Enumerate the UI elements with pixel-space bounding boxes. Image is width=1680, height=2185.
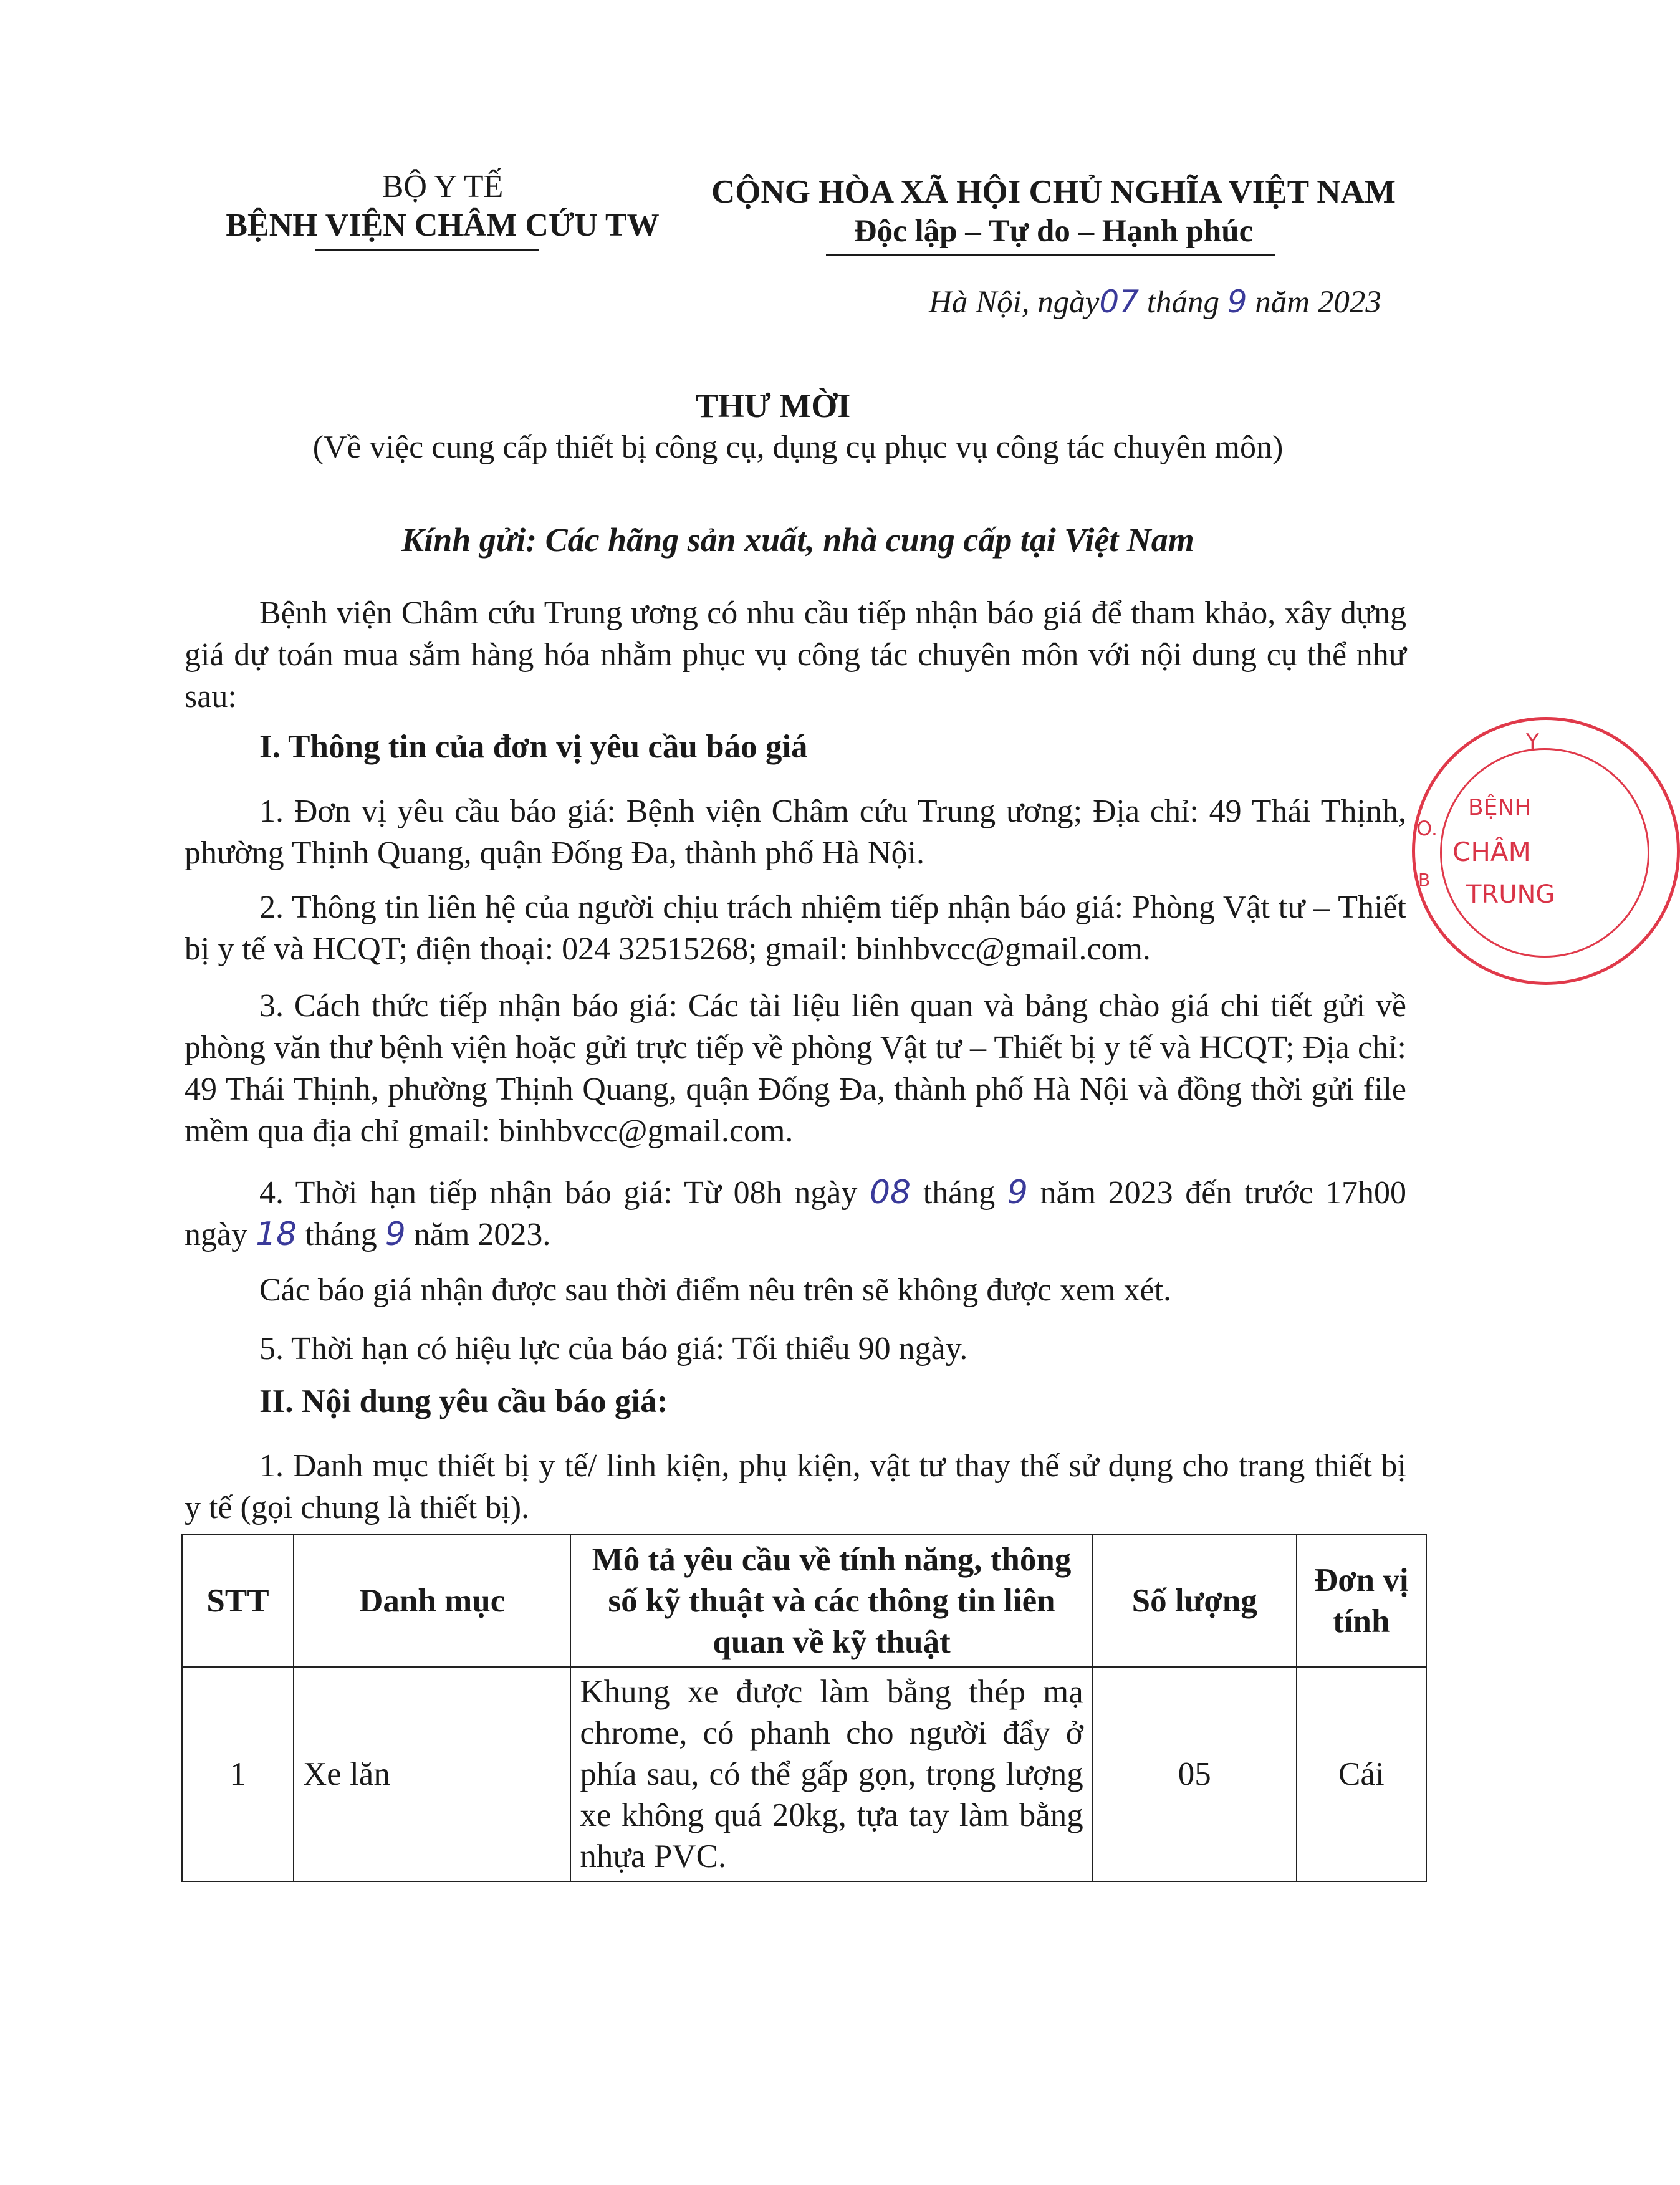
table-row bbox=[182, 1667, 1426, 1881]
col-description: Mô tả yêu cầu về tính năng, thông số kỹ thuật và các thông tin liên quan về kỹ thuật bbox=[570, 1535, 1093, 1667]
section-2-heading: II. Nội dung yêu cầu báo giá: bbox=[259, 1383, 668, 1419]
section-1-item-3: 3. Cách thức tiếp nhận báo giá: Các tài liệu liên quan và bảng chào giá chi tiết gửi về phòng văn thư bệnh viện hoặc gửi trực tiếp về phòng Vật tư – Thiết bị y tế và HCQT; Địa chỉ: 49 Thái Thịnh, phường Thịnh Quang, quận Đống Đa, thành phố Hà Nội và đồng thời gửi file mềm qua địa chỉ gmail: binhbvcc@gmail.com. bbox=[185, 988, 1406, 1149]
col-unit: Đơn vị tính bbox=[1297, 1535, 1426, 1667]
document-subtitle: (Về việc cung cấp thiết bị công cụ, dụng cụ phục vụ công tác chuyên môn) bbox=[312, 430, 1284, 465]
row-description: Khung xe được làm bằng thép mạ chrome, có phanh cho người đẩy ở phía sau, có thể gấp gọn, trọng lượng xe không quá 20kg, tựa tay làm bằng nhựa PVC. bbox=[570, 1667, 1093, 1881]
seal-text-side-2: B bbox=[1418, 870, 1431, 890]
date-year: năm 2023 bbox=[1255, 285, 1381, 320]
deadline-text-c: năm 2023 đến trước 17h00 ngày bbox=[185, 1175, 1407, 1252]
hospital-underline bbox=[315, 249, 539, 251]
section-2-item-1: 1. Danh mục thiết bị y tế/ linh kiện, phụ kiện, vật tư thay thế sử dụng cho trang thiết bị y tế (gọi chung là thiết bị). bbox=[185, 1448, 1406, 1525]
document-title: THƯ MỜI bbox=[695, 387, 851, 425]
national-motto: Độc lập – Tự do – Hạnh phúc bbox=[853, 214, 1254, 249]
deadline-month-1-handwritten: 9 bbox=[1007, 1174, 1028, 1211]
deadline-day-2-handwritten: 18 bbox=[256, 1216, 297, 1253]
row-category: Xe lăn bbox=[294, 1667, 570, 1881]
col-category: Danh mục bbox=[294, 1535, 570, 1667]
row-quantity: 05 bbox=[1093, 1667, 1297, 1881]
row-stt: 1 bbox=[182, 1667, 294, 1881]
table-header-row bbox=[182, 1535, 1426, 1667]
section-1-item-5: 5. Thời hạn có hiệu lực của báo giá: Tối thiểu 90 ngày. bbox=[259, 1331, 968, 1366]
deadline-text-e: năm 2023. bbox=[413, 1217, 551, 1252]
hospital-name: BỆNH VIỆN CHÂM CỨU TW bbox=[226, 208, 660, 243]
row-unit: Cái bbox=[1297, 1667, 1426, 1881]
deadline-text-d: tháng bbox=[305, 1217, 377, 1252]
intro-paragraph: Bệnh viện Châm cứu Trung ương có nhu cầu tiếp nhận báo giá để tham khảo, xây dựng giá dự toán mua sắm hàng hóa nhằm phục vụ công tác chuyên môn với nội dung cụ thể như sau: bbox=[185, 595, 1406, 714]
col-stt: STT bbox=[182, 1535, 294, 1667]
date-month-label: tháng bbox=[1146, 285, 1219, 320]
section-1-item-1: 1. Đơn vị yêu cầu báo giá: Bệnh viện Châm cứu Trung ương; Địa chỉ: 49 Thái Thịnh, phường Thịnh Quang, quận Đống Đa, thành phố Hà Nội. bbox=[185, 794, 1406, 871]
section-1-item-4 bbox=[185, 1172, 1406, 1256]
col-quantity: Số lượng bbox=[1093, 1535, 1297, 1667]
nation-name: CỘNG HÒA XÃ HỘI CHỦ NGHĨA VIỆT NAM bbox=[711, 174, 1396, 210]
deadline-text-a: 4. Thời hạn tiếp nhận báo giá: Từ 08h ngày bbox=[259, 1175, 858, 1211]
motto-underline bbox=[826, 254, 1275, 256]
equipment-table bbox=[181, 1534, 1427, 1882]
section-1-heading: I. Thông tin của đơn vị yêu cầu báo giá bbox=[259, 729, 808, 765]
recipient-line: Kính gửi: Các hãng sản xuất, nhà cung cấp tại Việt Nam bbox=[401, 521, 1194, 559]
date-prefix: Hà Nội, ngày bbox=[929, 285, 1100, 320]
seal-text-1: BỆNH bbox=[1468, 795, 1532, 820]
deadline-month-2-handwritten: 9 bbox=[385, 1216, 406, 1253]
seal-text-3: TRUNG bbox=[1466, 880, 1555, 909]
deadline-day-1-handwritten: 08 bbox=[869, 1174, 911, 1211]
late-quote-note: Các báo giá nhận được sau thời điểm nêu trên sẽ không được xem xét. bbox=[259, 1272, 1172, 1308]
ministry-name: BỘ Y TẾ bbox=[382, 169, 504, 204]
seal-text-side-1: O. bbox=[1416, 817, 1438, 840]
seal-text-2: CHÂM bbox=[1452, 837, 1531, 867]
date-month-handwritten: 9 bbox=[1227, 284, 1247, 320]
section-1-item-2: 2. Thông tin liên hệ của người chịu trách nhiệm tiếp nhận báo giá: Phòng Vật tư – Thiết bị y tế và HCQT; điện thoại: 024 32515268; gmail: binhbvcc@gmail.com. bbox=[185, 890, 1406, 967]
date-day-handwritten: 07 bbox=[1099, 284, 1140, 320]
seal-text-top: Y bbox=[1526, 729, 1539, 754]
date-line bbox=[929, 284, 1381, 320]
deadline-text-b: tháng bbox=[923, 1175, 996, 1211]
